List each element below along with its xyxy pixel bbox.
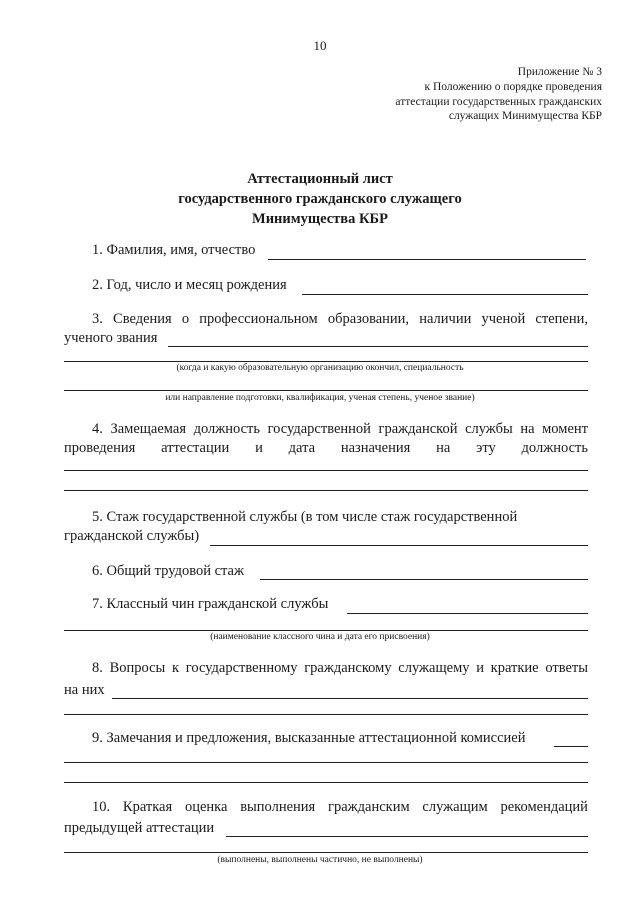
fill-line[interactable] (64, 630, 588, 631)
word: Вопросы (109, 660, 166, 676)
word: Краткая (122, 799, 173, 815)
word: на (436, 440, 451, 456)
word: государственному (185, 660, 298, 676)
field-label-justified (92, 799, 588, 816)
word: и (255, 440, 263, 456)
word: аттестации (161, 440, 230, 456)
word: назначения (340, 440, 411, 456)
word: образовании, (327, 311, 410, 327)
word: и (476, 660, 484, 676)
field-caption: (наименование классного чина и дата его присвоения) (210, 632, 430, 642)
fill-line[interactable] (210, 545, 588, 546)
word: служащим (422, 799, 488, 815)
field-label-justified (64, 440, 588, 457)
word: 8. (92, 660, 103, 676)
field-caption: или направление подготовки, квалификация, ученая степень, ученое звание) (165, 393, 475, 403)
word: эту (476, 440, 496, 456)
word: о (181, 311, 190, 327)
word: ответы (545, 660, 588, 676)
word: гражданским (328, 799, 410, 815)
word: краткие (490, 660, 539, 676)
word: должность (521, 440, 588, 456)
field-label-cont: ученого звания (64, 330, 158, 346)
fill-line[interactable] (64, 762, 588, 763)
fill-line[interactable] (64, 490, 588, 491)
fill-line[interactable] (64, 782, 588, 783)
fill-line[interactable] (168, 346, 588, 347)
word: Замещаемая (110, 421, 186, 437)
field-label: 1. Фамилия, имя, отчество (92, 242, 256, 258)
field-label-cont: гражданской службы) (64, 528, 200, 544)
field-label: 5. Стаж государственной службы (в том числе стаж государственной (92, 509, 518, 525)
fill-line[interactable] (64, 714, 588, 715)
field-caption: (выполнены, выполнены частично, не выполнены) (217, 855, 423, 865)
word: профессиональном (199, 311, 318, 327)
fill-line[interactable] (64, 852, 588, 853)
word: 4. (92, 421, 103, 437)
appendix-line: служащих Минимущества КБР (448, 110, 602, 122)
word: гражданскому (304, 660, 392, 676)
field-label: 7. Классный чин гражданской службы (92, 596, 329, 612)
word: 3. (92, 311, 103, 327)
word: к (172, 660, 180, 676)
word: оценка (184, 799, 228, 815)
title-line: государственного гражданского служащего (178, 191, 462, 207)
field-label-cont: на них (64, 682, 105, 698)
word: государственной (267, 421, 371, 437)
fill-line[interactable] (268, 259, 586, 260)
word: дата (288, 440, 316, 456)
page-number: 10 (313, 38, 327, 53)
word: выполнения (240, 799, 316, 815)
fill-line[interactable] (554, 746, 588, 747)
field-label-justified (92, 660, 588, 677)
word: проведения (64, 440, 136, 456)
fill-line[interactable] (226, 836, 588, 837)
field-label-cont: предыдущей аттестации (64, 820, 215, 836)
word: рекомендаций (500, 799, 588, 815)
fill-line[interactable] (112, 698, 588, 699)
word: должность (193, 421, 261, 437)
word: степени, (535, 311, 588, 327)
word: 10. (92, 799, 111, 815)
field-label-justified (92, 421, 588, 438)
word: момент (542, 421, 588, 437)
field-label-justified (92, 311, 588, 328)
fill-line[interactable] (64, 470, 588, 471)
word: на (520, 421, 535, 437)
fill-line[interactable] (64, 361, 588, 362)
word: гражданской (378, 421, 458, 437)
title-line: Минимущества КБР (252, 211, 388, 227)
title-line: Аттестационный лист (247, 171, 393, 187)
field-label: 9. Замечания и предложения, высказанные аттестационной комиссией (92, 730, 526, 746)
appendix-line: Приложение № 3 (517, 66, 602, 78)
word: службы (465, 421, 513, 437)
field-label: 2. Год, число и месяц рождения (92, 277, 287, 293)
word: наличии (419, 311, 472, 327)
appendix-line: аттестации государственных гражданских (395, 96, 602, 108)
appendix-line: к Положению о порядке проведения (424, 81, 602, 93)
fill-line[interactable] (347, 613, 588, 614)
fill-line[interactable] (260, 579, 588, 580)
field-caption: (когда и какую образовательную организацию окончил, специальность (176, 363, 464, 373)
word: Сведения (113, 311, 172, 327)
field-label: 6. Общий трудовой стаж (92, 563, 244, 579)
word: ученой (481, 311, 526, 327)
fill-line[interactable] (302, 294, 588, 295)
fill-line[interactable] (64, 390, 588, 391)
word: служащему (398, 660, 470, 676)
